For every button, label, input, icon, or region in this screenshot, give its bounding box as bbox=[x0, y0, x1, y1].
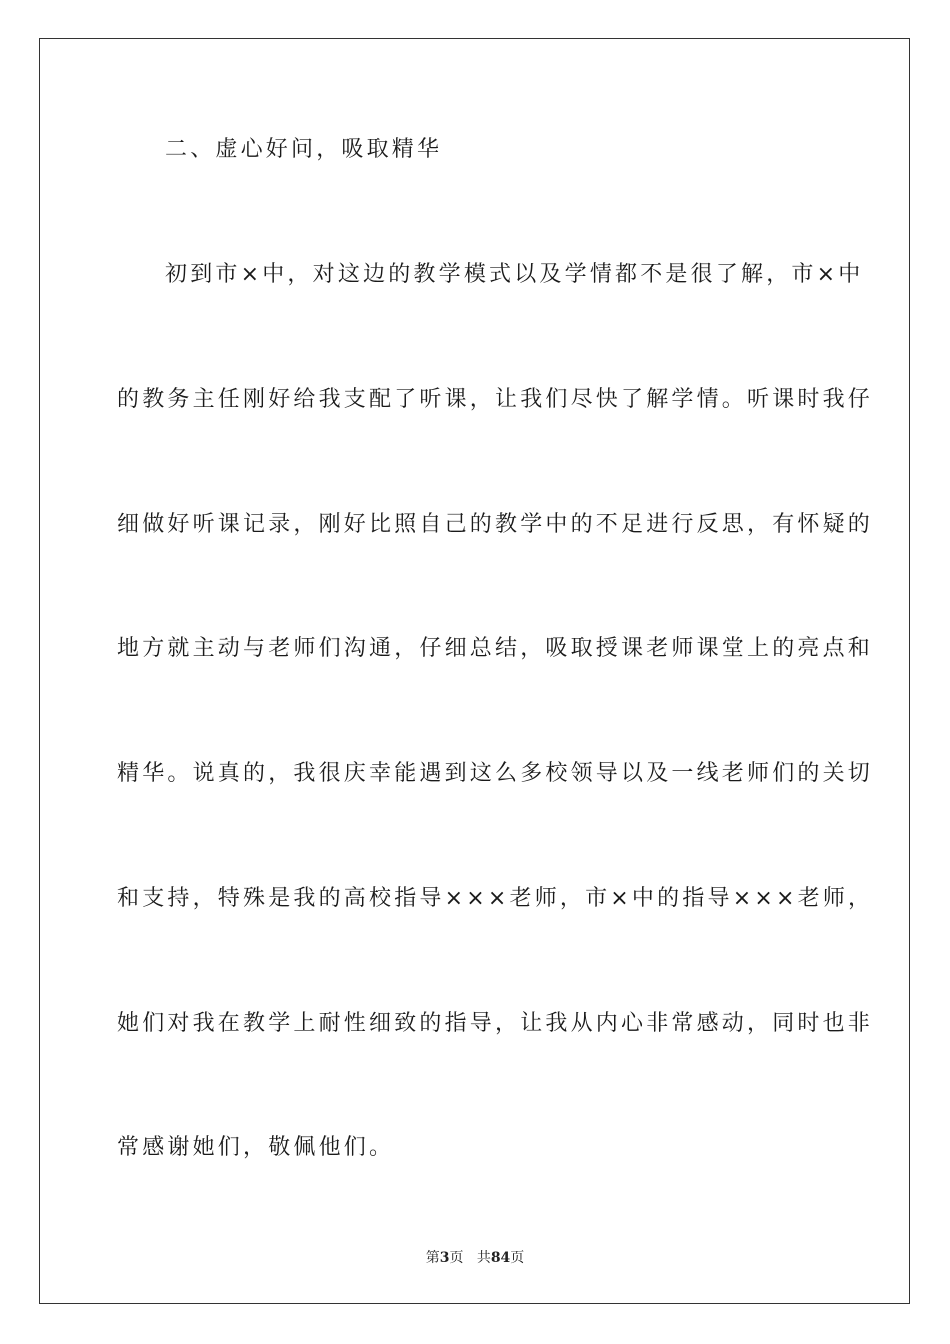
paragraph-line-6: 和支持，特殊是我的高校指导×××老师，市×中的指导×××老师， bbox=[117, 886, 874, 911]
total-prefix: 共 bbox=[476, 1250, 491, 1266]
page-prefix: 第 bbox=[425, 1250, 440, 1266]
section-heading: 二、虚心好问，吸取精华 bbox=[165, 137, 443, 162]
paragraph-line-5: 精华。说真的，我很庆幸能遇到这么多校领导以及一线老师们的关切 bbox=[117, 761, 874, 786]
paragraph-line-8: 常感谢她们，敬佩他们。 bbox=[117, 1135, 395, 1160]
paragraph-line-3: 细做好听课记录，刚好比照自己的教学中的不足进行反思，有怀疑的 bbox=[117, 512, 874, 537]
total-suffix: 页 bbox=[510, 1250, 525, 1266]
paragraph-line-2: 的教务主任刚好给我支配了听课，让我们尽快了解学情。听课时我仔 bbox=[117, 387, 874, 412]
page-border bbox=[39, 38, 910, 1304]
paragraph-line-1: 初到市×中，对这边的教学模式以及学情都不是很了解，市×中 bbox=[165, 262, 864, 287]
paragraph-line-4: 地方就主动与老师们沟通，仔细总结，吸取授课老师课堂上的亮点和 bbox=[117, 636, 874, 661]
page-footer bbox=[0, 1247, 950, 1267]
paragraph-line-7: 她们对我在教学上耐性细致的指导，让我从内心非常感动，同时也非 bbox=[117, 1011, 874, 1036]
page-number: 3 bbox=[439, 1250, 450, 1266]
total-pages: 84 bbox=[490, 1250, 511, 1266]
page-suffix: 页 bbox=[449, 1250, 464, 1266]
